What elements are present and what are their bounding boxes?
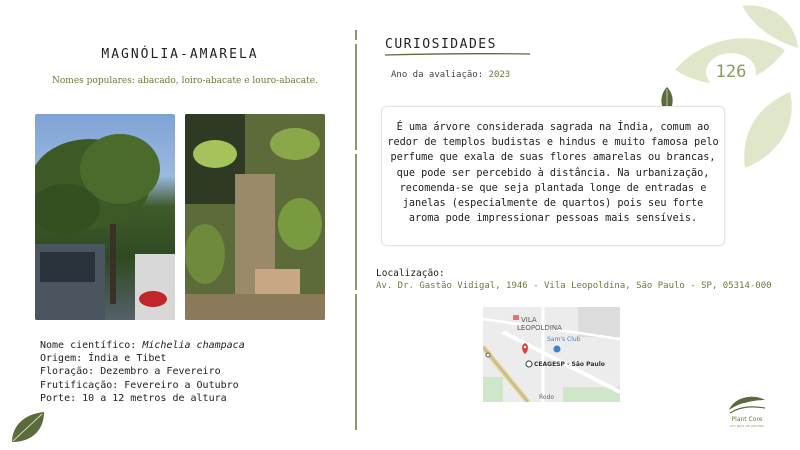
map-district-line1: VILA (521, 316, 537, 324)
location-map[interactable] (483, 307, 620, 402)
tree-size: Porte: 10 a 12 metros de altura (40, 392, 227, 404)
column-divider (355, 30, 357, 430)
trunk-photo (185, 114, 325, 320)
page-number-badge: 126 (706, 53, 756, 91)
location-address: Av. Dr. Gastão Vidigal, 1946 - Vila Leopoldina, São Paulo - SP, 05314-000 (376, 281, 772, 291)
store-pin-icon (554, 346, 561, 353)
popular-names: Nomes populares: abacado, loiro-abacate e louro-abacate. (52, 76, 318, 86)
curiosities-title: CURIOSIDADES (385, 37, 497, 52)
map-marker-label: CEAGESP - São Paulo (534, 361, 605, 368)
tree-photo (35, 114, 175, 320)
curiosity-box (381, 106, 725, 246)
brand-name: Plant Core (731, 416, 763, 423)
evaluation-year: Ano da avaliação: 2023 (391, 70, 511, 80)
map-street-label: Rodo (539, 394, 555, 401)
species-title: MAGNÓLIA-AMARELA (101, 47, 259, 62)
title-underline (385, 52, 530, 58)
fruiting: Frutificação: Fevereiro a Outubro (40, 379, 239, 391)
map-district-line2: LEOPOLDINA (517, 324, 562, 332)
brand-tagline: um guia de plantas (730, 424, 764, 428)
brand-logo-icon (727, 392, 767, 414)
origin: Origem: Índia e Tibet (40, 353, 167, 365)
species-details (40, 339, 245, 405)
scientific-name-value: Michelia champaca (142, 340, 245, 351)
evaluation-year-value: 2023 (488, 70, 511, 80)
curiosity-text: É uma árvore considerada sagrada na Índia, comum ao redor de templos budistas e hindus e muito famosa pelo perfume que exala de suas flores amarelas ou brancas, que pode ser percebido à distância. Na urbanização, recomenda-se que seja plantada longe de entradas e janelas (especialmente de quartos) pois seu forte aroma pode impressionar pessoas mais sensíveis. (387, 122, 719, 225)
location-label: Localização: (376, 268, 445, 279)
flowering: Floração: Dezembro a Fevereiro (40, 366, 221, 378)
leaf-bottom-icon (744, 92, 792, 168)
bottom-leaf-icon (8, 408, 48, 446)
scientific-name: Nome científico: Michelia champaca (40, 340, 245, 351)
map-store-label: Sam's Club (547, 336, 581, 343)
